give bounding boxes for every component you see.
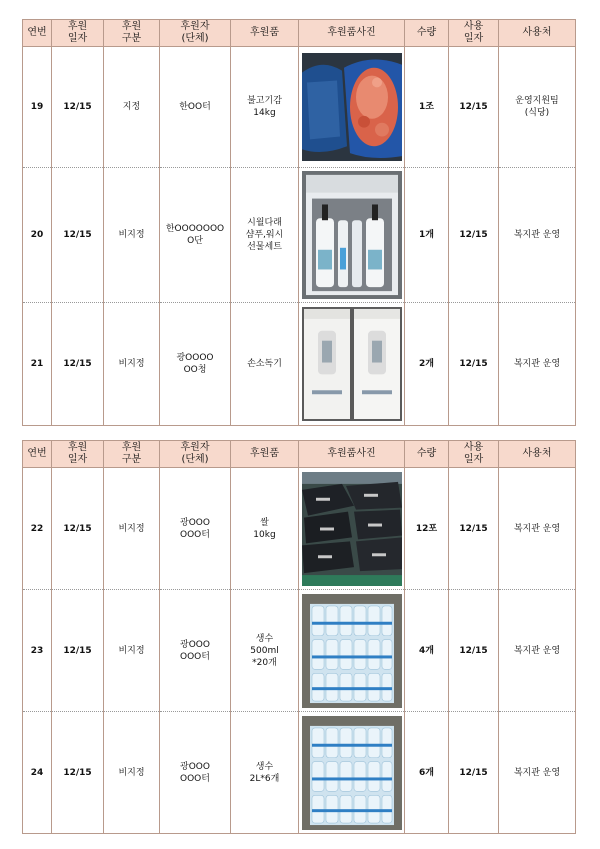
hand-sanitizer-dispenser-photo (302, 307, 402, 421)
header-use-date: 사용 일자 (449, 441, 499, 468)
donation-date: 12/15 (52, 303, 104, 426)
table-row (23, 468, 576, 590)
donation-type: 비지정 (104, 590, 160, 712)
donor-name: 광OOO OOO터 (160, 712, 231, 834)
header-use-place: 사용처 (499, 441, 576, 468)
row-number: 21 (23, 303, 52, 426)
donation-type: 비지정 (104, 168, 160, 303)
header-photo: 후원품사진 (299, 441, 405, 468)
header-no: 연번 (23, 441, 52, 468)
donor-name: 광OOOO OO청 (160, 303, 231, 426)
table-row (23, 712, 576, 834)
donation-date: 12/15 (52, 47, 104, 168)
row-number: 20 (23, 168, 52, 303)
table-row (23, 303, 576, 426)
donation-item: 쌀 10kg (231, 468, 299, 590)
table-row (23, 168, 576, 303)
row-number: 24 (23, 712, 52, 834)
table-row (23, 590, 576, 712)
quantity: 1조 (405, 47, 449, 168)
row-number: 22 (23, 468, 52, 590)
header-donation-type: 후원 구분 (104, 20, 160, 47)
item-photo-cell (299, 47, 405, 168)
item-photo-cell (299, 712, 405, 834)
use-place: 복지관 운영 (499, 468, 576, 590)
shampoo-gift-set-photo (302, 171, 402, 299)
header-item: 후원품 (231, 20, 299, 47)
donation-type: 비지정 (104, 303, 160, 426)
donation-item: 생수 500ml *20개 (231, 590, 299, 712)
use-place: 복지관 운영 (499, 712, 576, 834)
table-header-row (23, 441, 576, 468)
use-date: 12/15 (449, 168, 499, 303)
header-quantity: 수량 (405, 20, 449, 47)
donation-item: 손소독기 (231, 303, 299, 426)
use-place: 복지관 운영 (499, 590, 576, 712)
header-donation-date: 후원 일자 (52, 20, 104, 47)
water-bottle-packs-photo (302, 716, 402, 830)
donation-date: 12/15 (52, 590, 104, 712)
donation-table-2 (22, 440, 576, 834)
use-place: 운영지원팀 (식당) (499, 47, 576, 168)
table-row (23, 47, 576, 168)
donor-name: 한OO터 (160, 47, 231, 168)
use-date: 12/15 (449, 712, 499, 834)
header-donation-type: 후원 구분 (104, 441, 160, 468)
item-photo-cell (299, 168, 405, 303)
meat-packages-photo (302, 53, 402, 161)
table-header-row (23, 20, 576, 47)
donation-table-1 (22, 19, 576, 426)
row-number: 23 (23, 590, 52, 712)
quantity: 2개 (405, 303, 449, 426)
use-date: 12/15 (449, 47, 499, 168)
use-date: 12/15 (449, 590, 499, 712)
donation-date: 12/15 (52, 168, 104, 303)
donor-name: 광OOO OOO터 (160, 468, 231, 590)
row-number: 19 (23, 47, 52, 168)
use-place: 복지관 운영 (499, 168, 576, 303)
donation-item: 불고기감 14kg (231, 47, 299, 168)
header-quantity: 수량 (405, 441, 449, 468)
water-bottle-packs-photo (302, 594, 402, 708)
header-no: 연번 (23, 20, 52, 47)
donation-type: 비지정 (104, 712, 160, 834)
header-use-date: 사용 일자 (449, 20, 499, 47)
use-date: 12/15 (449, 303, 499, 426)
item-photo-cell (299, 590, 405, 712)
header-use-place: 사용처 (499, 20, 576, 47)
use-place: 복지관 운영 (499, 303, 576, 426)
donation-date: 12/15 (52, 712, 104, 834)
donation-type: 비지정 (104, 468, 160, 590)
item-photo-cell (299, 303, 405, 426)
quantity: 12포 (405, 468, 449, 590)
rice-bags-photo (302, 472, 402, 586)
use-date: 12/15 (449, 468, 499, 590)
header-donation-date: 후원 일자 (52, 441, 104, 468)
header-donor: 후원자 (단체) (160, 441, 231, 468)
quantity: 1개 (405, 168, 449, 303)
header-donor: 후원자 (단체) (160, 20, 231, 47)
header-item: 후원품 (231, 441, 299, 468)
donation-item: 시월다래 샴푸,워시 선물세트 (231, 168, 299, 303)
donation-type: 지정 (104, 47, 160, 168)
item-photo-cell (299, 468, 405, 590)
donor-name: 한OOOOOOO O단 (160, 168, 231, 303)
quantity: 6개 (405, 712, 449, 834)
donor-name: 광OOO OOO터 (160, 590, 231, 712)
donation-item: 생수 2L*6개 (231, 712, 299, 834)
quantity: 4개 (405, 590, 449, 712)
header-photo: 후원품사진 (299, 20, 405, 47)
donation-date: 12/15 (52, 468, 104, 590)
